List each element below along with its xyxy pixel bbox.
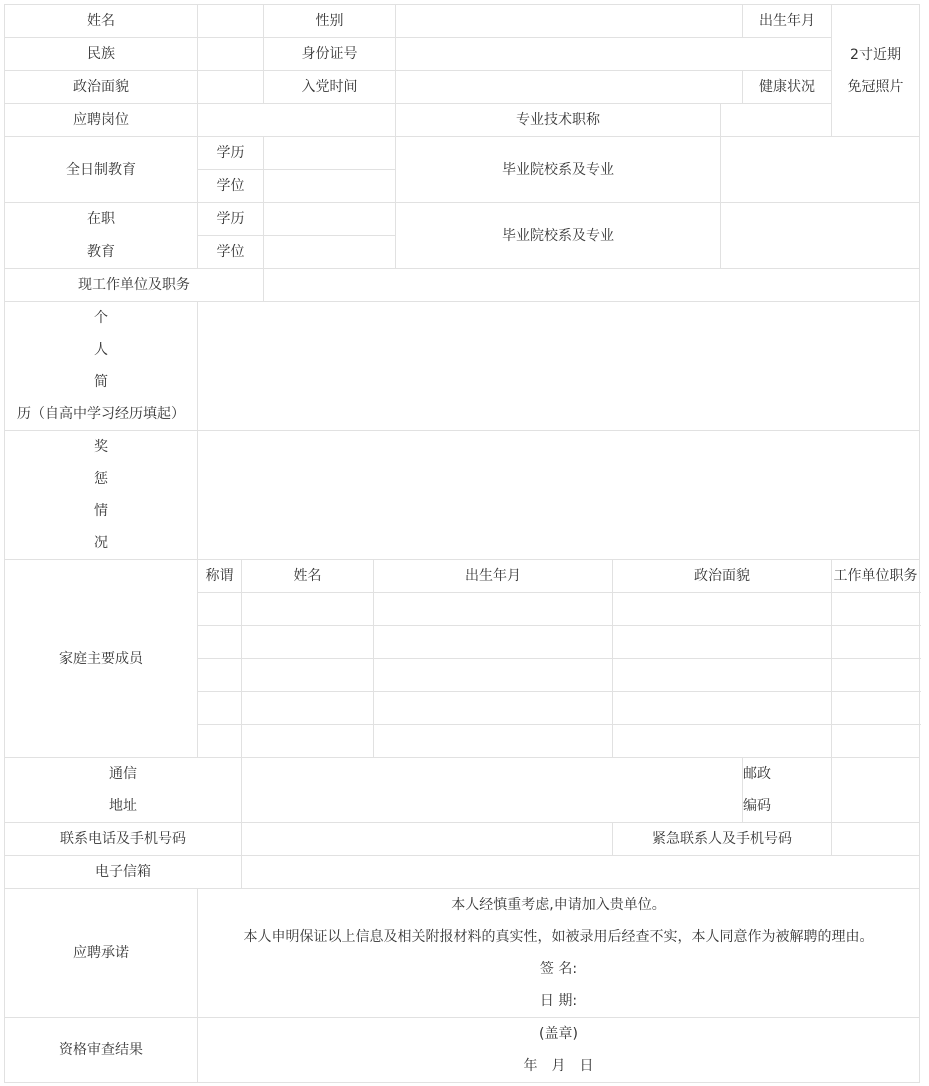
family-header-name: 姓名 (242, 560, 374, 593)
family-header-work: 工作单位职务 (832, 560, 920, 593)
position-label: 应聘岗位 (5, 104, 198, 137)
gender-field[interactable] (396, 5, 743, 38)
reward-char-4: 况 (94, 535, 108, 551)
name-field[interactable] (198, 5, 264, 38)
family-birth-cell[interactable] (374, 692, 613, 725)
party-join-date-label: 入党时间 (264, 71, 396, 104)
address-field[interactable] (242, 758, 743, 823)
resume-char-4: 历（自高中学习经历填起） (17, 406, 185, 422)
pledge-date: 日 期: (539, 993, 578, 1009)
inservice-label-line-1: 在职 (5, 203, 198, 236)
phone-field[interactable] (242, 823, 613, 856)
position-field[interactable] (198, 104, 396, 137)
family-relation-cell[interactable] (198, 593, 242, 626)
fulltime-degree-label: 学位 (198, 170, 264, 203)
postal-code-field[interactable] (832, 758, 920, 823)
inservice-school-major-label: 毕业院校系及专业 (396, 203, 721, 269)
political-status-field[interactable] (198, 71, 264, 104)
email-label: 电子信箱 (5, 856, 242, 889)
birth-label: 出生年月 (743, 5, 832, 38)
resume-field[interactable] (198, 302, 920, 431)
gender-label: 性别 (264, 5, 396, 38)
email-field[interactable] (242, 856, 920, 889)
inservice-label-line-2: 教育 (5, 236, 198, 269)
family-political-cell[interactable] (613, 659, 832, 692)
phone-label: 联系电话及手机号码 (5, 823, 242, 856)
inservice-degree-record-label: 学历 (198, 203, 264, 236)
reward-field[interactable] (198, 431, 920, 560)
family-name-cell[interactable] (242, 659, 374, 692)
reward-char-2: 惩 (94, 471, 108, 487)
family-work-cell[interactable] (832, 692, 920, 725)
review-date: 年 月 日 (523, 1058, 594, 1074)
family-header-political: 政治面貌 (613, 560, 832, 593)
professional-title-field[interactable] (721, 104, 832, 137)
address-label-line-1: 通信 (109, 766, 137, 782)
fulltime-education-label: 全日制教育 (5, 137, 198, 203)
family-work-cell[interactable] (832, 725, 920, 758)
postal-code-label (743, 758, 832, 823)
fulltime-degree-record-label: 学历 (198, 137, 264, 170)
family-name-cell[interactable] (242, 725, 374, 758)
fulltime-school-major-label: 毕业院校系及专业 (396, 137, 721, 203)
photo-caption-line-2: 免冠照片 (847, 78, 904, 95)
family-relation-cell[interactable] (198, 692, 242, 725)
family-political-cell[interactable] (613, 692, 832, 725)
pledge-line-2: 本人申明保证以上信息及相关附报材料的真实性，如被录用后经查不实，本人同意作为被解聘的理由。 (243, 929, 874, 945)
inservice-degree-field[interactable] (264, 236, 396, 269)
review-stamp: (盖章) (539, 1026, 578, 1042)
photo-caption-line-1: 2寸近期 (850, 46, 901, 63)
party-join-date-field[interactable] (396, 71, 743, 104)
inservice-school-major-field[interactable] (721, 203, 920, 269)
family-name-cell[interactable] (242, 692, 374, 725)
reward-label (5, 431, 198, 560)
inservice-degree-label: 学位 (198, 236, 264, 269)
family-relation-cell[interactable] (198, 626, 242, 659)
family-name-cell[interactable] (242, 593, 374, 626)
inservice-degree-record-field[interactable] (264, 203, 396, 236)
family-work-cell[interactable] (832, 626, 920, 659)
address-label (5, 758, 242, 823)
current-work-field[interactable] (264, 269, 920, 302)
id-number-field[interactable] (396, 38, 832, 71)
family-members-label: 家庭主要成员 (5, 560, 198, 758)
family-birth-cell[interactable] (374, 626, 613, 659)
fulltime-school-major-field[interactable] (721, 137, 920, 203)
ethnicity-label: 民族 (5, 38, 198, 71)
postal-code-label-line-2: 编码 (743, 798, 771, 814)
review-label: 资格审查结果 (5, 1018, 198, 1083)
family-birth-cell[interactable] (374, 593, 613, 626)
address-label-line-2: 地址 (109, 798, 137, 814)
reward-char-3: 情 (94, 503, 108, 519)
family-name-cell[interactable] (242, 626, 374, 659)
political-status-label: 政治面貌 (5, 71, 198, 104)
current-work-label: 现工作单位及职务 (5, 269, 264, 302)
photo-box[interactable] (832, 5, 920, 137)
family-relation-cell[interactable] (198, 659, 242, 692)
pledge-line-1: 本人经慎重考虑,申请加入贵单位。 (451, 897, 666, 913)
name-label: 姓名 (5, 5, 198, 38)
family-header-relation: 称谓 (198, 560, 242, 593)
family-political-cell[interactable] (613, 626, 832, 659)
resume-char-2: 人 (94, 342, 108, 358)
resume-label (5, 302, 198, 431)
pledge-label: 应聘承诺 (5, 889, 198, 1018)
fulltime-degree-field[interactable] (264, 170, 396, 203)
family-header-birth: 出生年月 (374, 560, 613, 593)
emergency-contact-field[interactable] (832, 823, 920, 856)
health-label: 健康状况 (743, 71, 832, 104)
pledge-signature: 签 名: (539, 961, 578, 977)
family-relation-cell[interactable] (198, 725, 242, 758)
family-work-cell[interactable] (832, 593, 920, 626)
family-work-cell[interactable] (832, 659, 920, 692)
family-political-cell[interactable] (613, 725, 832, 758)
resume-char-3: 简 (94, 374, 108, 390)
family-political-cell[interactable] (613, 593, 832, 626)
pledge-content (198, 889, 920, 1018)
reward-char-1: 奖 (94, 439, 108, 455)
family-birth-cell[interactable] (374, 659, 613, 692)
application-form (4, 4, 920, 1083)
review-content (198, 1018, 920, 1083)
postal-code-label-line-1: 邮政 (743, 766, 771, 782)
ethnicity-field[interactable] (198, 38, 264, 71)
fulltime-degree-record-field[interactable] (264, 137, 396, 170)
family-birth-cell[interactable] (374, 725, 613, 758)
emergency-contact-label: 紧急联系人及手机号码 (613, 823, 832, 856)
resume-char-1: 个 (94, 310, 108, 326)
professional-title-label: 专业技术职称 (396, 104, 721, 137)
id-number-label: 身份证号 (264, 38, 396, 71)
